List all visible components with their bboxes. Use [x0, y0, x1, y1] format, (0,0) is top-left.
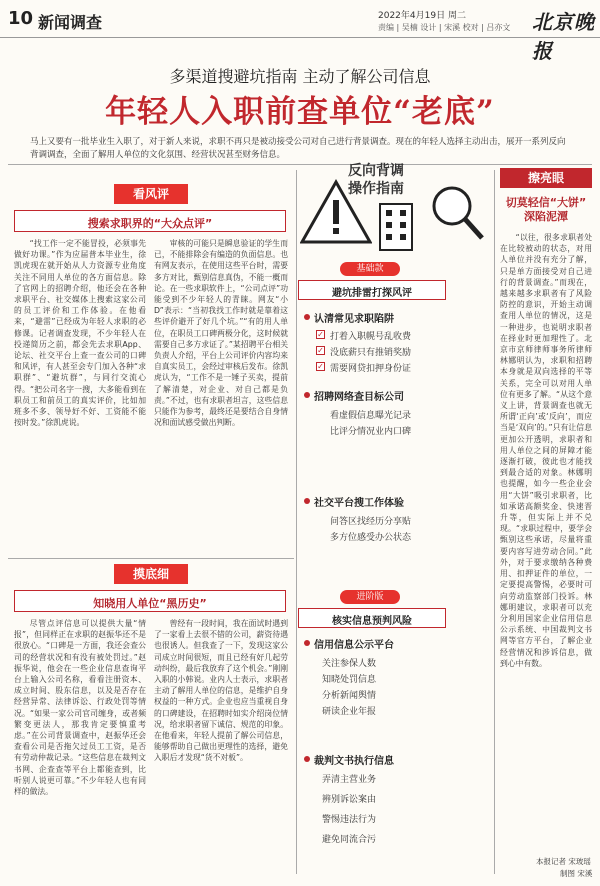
check-icon: ✓: [317, 346, 324, 355]
middle-title-bar-2: 核实信息预判风险: [298, 608, 446, 628]
subhead-right: 切莫轻信“大饼” 深陷泥潭: [505, 196, 587, 223]
list-item: 辨别诉讼案由: [322, 795, 377, 805]
bullet-dot: [304, 392, 310, 398]
list-item: 知晓处罚信息: [322, 675, 377, 685]
subhead-box: [14, 590, 286, 612]
divider: [8, 558, 294, 559]
section-tag-modixi: 摸底细: [114, 564, 188, 584]
byline-2: 制图 宋溪: [560, 869, 593, 878]
bullet-dot: [304, 498, 310, 504]
list-item: 分析新闻舆情: [322, 691, 377, 701]
list-item: 研读企业年报: [322, 707, 377, 717]
bullet-dot: [304, 640, 310, 646]
list-item: 比评分情况业内口碑: [330, 427, 412, 437]
page-number: 10: [8, 8, 34, 29]
subhead-1: 搜索求职界的“大众点评”: [87, 217, 213, 230]
byline: 本报记者 宋玻瑶: [536, 857, 591, 866]
section-tag-caliangyan: 擦亮眼: [500, 168, 592, 188]
list-item: 问答区找经历分享贴: [330, 517, 412, 527]
section-tag-fengping: 看风评: [114, 184, 188, 204]
magnifier-icon: [426, 180, 486, 254]
section-label-1: 认清常见求职陷阱: [314, 314, 394, 325]
pill-advanced: 进阶版: [340, 590, 400, 604]
list-item: 弄清主营业务: [322, 775, 377, 785]
date-line: 2022年4月19日 周二: [378, 11, 466, 21]
divider: [296, 170, 297, 874]
kicker-headline: 多渠道搜避坑指南 主动了解公司信息: [169, 67, 431, 86]
list-item: 关注参保人数: [322, 659, 377, 669]
article-column-right: “以往，很多求职者处在比较被动的状态，对用人单位并没有充分了解，只是单方面接受对自己进行的背景调查。”而现在，越来越多求职者有了风险防控的意识，开始主动调查用人单位的情况，这是一种进步，也说明求职者在择业时更加理性了。北京市京师律师事务所律师林娜明认为，求职和招聘本身就是双向选择的平等关系，完全可以对用人单位有更多了解。“从这个意义上讲，背景调查也就无所谓‘正向’或‘反向’，而应当是‘双向’的。”只有让信息更加公开透明，求职者和用人单位之间的屏障才能逐渐打破，彼此也才能找到最合适的对象。林娜明也提醒，如今一些企业会用“大饼”吸引求职者，比如承诺高额奖金、快速晋升等，但实际上并不兑现。“求职过程中，要学会甄别这些承诺，尽量将重要内容写进劳动合同。”此外，对于要求缴纳各种费用、扣押证件的单位，一定要提高警惕，必要时可向劳动监察部门投诉。林娜明建议，求职者可以充分利用国家企业信用信息公示系统、中国裁判文书网等官方平台，了解企业经营情况和涉诉信息，做到心中有数。: [500, 233, 592, 668]
article-column-4: 曾经有一段时间，我在面试时遇到了一家看上去很不错的公司，薪资待遇也很诱人。但我查了一下，发现这家公司成立时间很短，而且已经有好几起劳动纠纷，最后我放弃了这个机会。”刚刚入职的小韩说。业内人士表示，求职者主动了解用人单位的信息，是维护自身权益的一种方式。企业也应当重视自身的口碑建设，在招聘时如实介绍岗位情况，给求职者留下诚信、规范的印象。在他看来，年轻人提前了解公司信息，能够帮助自己做出更理性的选择，避免入职后才发现“货不对板”。: [154, 619, 288, 763]
check-item: 打着入职幌号乱收费: [330, 332, 412, 342]
newspaper-logo: 北京晚报: [532, 10, 595, 63]
section-name: 新闻调查: [38, 13, 103, 32]
bullet-dot: [304, 756, 310, 762]
section-label-4: 信用信息公示平台: [314, 640, 394, 651]
check-item: 需要网贷扣押身份证: [330, 364, 412, 374]
middle-title-bar-1: 避坑排雷打探风评: [298, 280, 446, 300]
pill-basic: 基础款: [340, 262, 400, 276]
check-item: 没底薪只有推销奖励: [330, 348, 412, 358]
check-icon: ✓: [317, 362, 324, 371]
lead-paragraph: 马上又要有一批毕业生入职了，对于新人来说，求职不再只是被动接受公司对自己进行背景调查。现在的年轻人选择主动出击，展开一系列反向背调调查，全面了解用人单位的文化氛围、经营状况甚至财务信息。: [30, 137, 566, 160]
check-icon: ✓: [317, 330, 324, 339]
divider: [8, 164, 592, 165]
list-item: 警惕违法行为: [322, 815, 377, 825]
main-headline: 年轻人入职前查单位“老底”: [105, 94, 495, 130]
section-label-3: 社交平台搜工作体验: [314, 498, 404, 509]
graphic-title: 反向背调 操作指南: [348, 163, 404, 197]
section-label-2: 招聘网络查目标公司: [314, 392, 404, 403]
staff-line: 责编 | 吴楠 设计 | 宋溪 校对 | 吕亦文: [378, 23, 511, 32]
list-item: 避免同流合污: [322, 835, 377, 845]
divider: [494, 170, 495, 874]
bullet-dot: [304, 314, 310, 320]
list-item: 多方位感受办公状态: [330, 533, 412, 543]
masthead: [0, 0, 600, 63]
list-item: 看虚假信息曝光记录: [330, 411, 412, 421]
subhead-box: [14, 210, 286, 232]
section-label-5: 裁判文书执行信息: [314, 756, 394, 767]
building-icon: [372, 196, 422, 252]
article-column-1: “找工作一定不能冒投，必须事先做好功课。”作为应届普本毕业生，徐凯虎现在就开始从人力资源专业角度关注不同用人单位的各方面信息。除了官网上的招聘介绍，他还会在各种求职平台、社交媒体上搜索这家公司的员工评价和工作体验。在他看来，“避雷”已经成为年轻人求职的必修课。记者调查发现，不少年轻人在投递简历之前，都会先去求职App、论坛、社交平台上查一查公司的口碑和风评，有人甚至会专门加入各种“求职群”、“避坑群”，与同行交流心得。“把公司名字一搜，大多能看到在职员工和前员工的真实评价，比如加班多不多、领导好不好、工资能不能按时发。”徐凯虎说。: [14, 239, 146, 428]
article-column-2: 审核的可能只是瞬息验证的学生而已，不能排除会有编造的负面信息。也有网友表示，在使用这些平台时，需要多方对比，甄别信息真伪，不能一概而论。在一些求职软件上，“公司点评”功能受到不少年轻人的青睐。网友“小D”表示：“当初我找工作时就是靠着这些评价避开了好几个坑。”“有的用人单位，在职员工口碑两极分化，这时候就需要自己多方求证了。”某招聘平台相关负责人介绍，平台上公司评价内容均来自真实员工，会经过审核后发布。徐凯虎认为，“工作不是一锤子买卖，提前了解清楚，对企业、对自己都是负责。”不过，也有求职者坦言，这些信息只能作为参考，最终还是要结合自身情况和面试感受做出判断。: [154, 239, 288, 428]
article-column-3: 尽管点评信息可以提供大量“情报”，但同样正在求职的赵振华还不是很放心。“口碑是一方面，我还会查公司的经营状况和有没有被处罚过。”赵振华说，他会在一些企业信息查询平台上输入公司名称，看看注册资本、成立时间、股东信息，以及是否存在经营异常、法律诉讼、行政处罚等情况。“如果一家公司官司缠身，或者频繁变更法人，那我肯定要慎重考虑。”在公司背景调查中，赵振华还会查看公司是否拖欠过员工工资，是否有劳动仲裁记录。“这些信息在裁判文书网、企查查等平台上都能查到，比听别人说更可靠。”不少年轻人也有同样的做法。: [14, 619, 146, 797]
subhead-2: 知晓用人单位“黑历史”: [93, 597, 207, 610]
